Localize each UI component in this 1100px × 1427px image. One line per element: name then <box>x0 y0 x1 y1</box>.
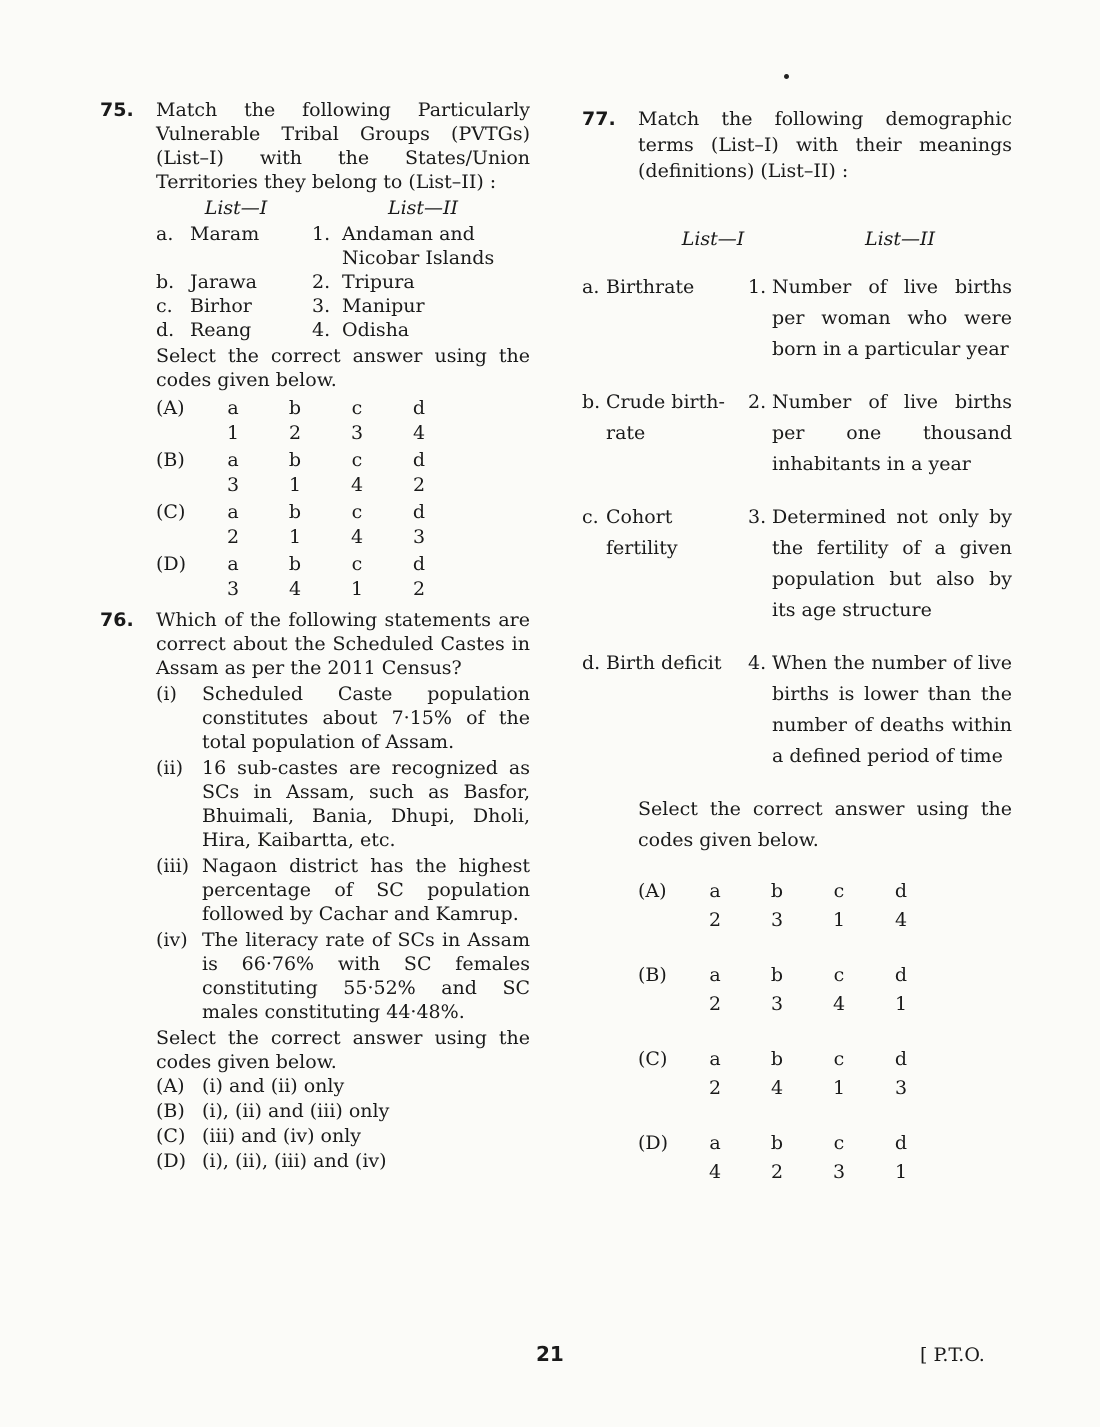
code-letter: c <box>351 501 363 523</box>
code-letter: c <box>833 1048 845 1070</box>
question-77 <box>582 106 1012 252</box>
answer-option <box>156 1074 530 1099</box>
instruction-text: Select the correct answer using the codes given below. <box>156 1027 530 1073</box>
code-letter: a <box>227 397 239 419</box>
code-label: (D) <box>156 553 187 575</box>
match-pair-row <box>156 294 530 318</box>
question-76 <box>100 608 530 1174</box>
pair-number: 4. <box>312 319 331 341</box>
code-number-row <box>156 577 530 602</box>
code-spacer <box>156 473 202 498</box>
code-label: (B) <box>156 449 185 471</box>
code-label: (B) <box>638 964 667 986</box>
code-label: (D) <box>638 1132 669 1154</box>
question-number: 76. <box>100 609 134 631</box>
code-number: 2 <box>288 422 302 444</box>
question-number: 77. <box>582 108 616 130</box>
list-headers <box>156 196 530 220</box>
statement-label: (iii) <box>156 855 190 877</box>
code-number-row <box>638 1073 1012 1102</box>
code-number: 4 <box>412 422 426 444</box>
code-number: 3 <box>770 993 784 1015</box>
code-number: 2 <box>226 526 240 548</box>
statement-text: 16 sub-castes are recognized as SCs in Assam, such as Basfor, Bhuimali, Bania, Dhupi, Dholi, Hira, Kaibartta, etc. <box>202 757 530 851</box>
code-letter: b <box>770 880 784 902</box>
code-letter: b <box>770 1132 784 1154</box>
code-letter: c <box>833 964 845 986</box>
pair-definition: Andaman and Nicobar Islands <box>342 223 495 269</box>
code-number: 4 <box>894 909 908 931</box>
code-spacer <box>156 577 202 602</box>
code-label: (A) <box>156 397 185 419</box>
code-spacer <box>638 1157 684 1186</box>
code-letter: d <box>894 964 908 986</box>
answer-codes <box>156 396 530 602</box>
code-number-row <box>638 905 1012 934</box>
code-number: 1 <box>350 578 364 600</box>
code-number: 3 <box>226 578 240 600</box>
code-number: 4 <box>350 474 364 496</box>
code-number: 4 <box>832 993 846 1015</box>
code-spacer <box>638 905 684 934</box>
code-letter: d <box>894 880 908 902</box>
code-letter: a <box>709 1132 721 1154</box>
list-2-header: List—II <box>387 197 459 219</box>
code-number: 2 <box>412 578 426 600</box>
code-number: 3 <box>832 1161 846 1183</box>
pair-number: 2. <box>748 391 767 413</box>
code-number: 3 <box>412 526 426 548</box>
match-pair-row <box>156 270 530 294</box>
code-letter: d <box>894 1132 908 1154</box>
match-pairs <box>582 272 1012 772</box>
question-75 <box>100 98 530 602</box>
code-letter: d <box>412 449 426 471</box>
code-number: 1 <box>226 422 240 444</box>
instruction-text: Select the correct answer using the codes given below. <box>638 798 1012 851</box>
answer-codes <box>638 876 1012 1186</box>
instruction-text: Select the correct answer using the codes given below. <box>156 345 530 391</box>
pair-term: Reang <box>190 319 252 341</box>
statement-label: (ii) <box>156 757 183 779</box>
code-spacer <box>156 525 202 550</box>
code-letter: d <box>894 1048 908 1070</box>
code-number-row <box>638 1157 1012 1186</box>
pair-definition: When the number of live births is lower than the number of deaths within a defined period of time <box>772 652 1012 767</box>
code-number: 2 <box>412 474 426 496</box>
left-column <box>100 98 530 1174</box>
code-letter: d <box>412 397 426 419</box>
pair-letter: b. <box>582 391 601 413</box>
code-spacer <box>156 421 202 446</box>
code-number: 4 <box>708 1161 722 1183</box>
pair-definition: Number of live births per woman who were born in a particular year <box>772 276 1012 360</box>
code-number: 2 <box>708 1077 722 1099</box>
code-letter: a <box>709 880 721 902</box>
code-number: 2 <box>770 1161 784 1183</box>
code-letter: a <box>227 553 239 575</box>
code-number-row <box>638 989 1012 1018</box>
list-1-header: List—I <box>204 197 268 219</box>
code-letter: b <box>288 553 302 575</box>
pto-label: [ P.T.O. <box>920 1344 985 1366</box>
code-letter-row <box>638 1044 1012 1073</box>
code-letter: a <box>709 964 721 986</box>
pair-definition: Manipur <box>342 295 425 317</box>
code-number: 1 <box>894 993 908 1015</box>
code-label: (C) <box>638 1048 668 1070</box>
code-letter: c <box>351 553 363 575</box>
code-letter-row <box>156 396 530 421</box>
option-text: (i), (ii), (iii) and (iv) <box>202 1150 387 1172</box>
pair-number: 2. <box>312 271 331 293</box>
code-letter-row <box>156 552 530 577</box>
pair-term: Crude birth-rate <box>606 391 725 444</box>
code-letter: a <box>709 1048 721 1070</box>
code-number: 1 <box>288 474 302 496</box>
question-stem: Match the following demographic terms (List–I) with their meanings (definitions) (List–II) : <box>638 108 1012 182</box>
option-text: (i) and (ii) only <box>202 1075 345 1097</box>
code-number: 1 <box>832 1077 846 1099</box>
statement-item <box>156 756 530 852</box>
match-pair-row <box>156 222 530 270</box>
statement-label: (iv) <box>156 929 188 951</box>
pair-term: Birhor <box>190 295 252 317</box>
code-letter: c <box>833 1132 845 1154</box>
code-label: (A) <box>638 880 667 902</box>
pair-number: 3. <box>312 295 331 317</box>
code-number: 4 <box>770 1077 784 1099</box>
statement-label: (i) <box>156 683 177 705</box>
code-number: 2 <box>708 909 722 931</box>
pair-term: Cohort fertility <box>606 506 678 559</box>
pair-letter: a. <box>582 276 600 298</box>
question-number: 75. <box>100 99 134 121</box>
code-letter: c <box>833 880 845 902</box>
option-label: (C) <box>156 1125 186 1147</box>
code-letter-row <box>638 876 1012 905</box>
code-spacer <box>638 1073 684 1102</box>
statement-text: Nagaon district has the highest percentage of SC population followed by Cachar and Kamrup. <box>202 855 530 925</box>
code-spacer <box>638 989 684 1018</box>
pair-letter: c. <box>156 295 173 317</box>
option-text: (iii) and (iv) only <box>202 1125 362 1147</box>
code-number-row <box>156 473 530 498</box>
list-1-header: List—I <box>681 228 745 250</box>
code-number: 1 <box>288 526 302 548</box>
code-letter: b <box>770 1048 784 1070</box>
page-number: 21 <box>536 1342 564 1366</box>
option-label: (B) <box>156 1100 185 1122</box>
pair-definition: Determined not only by the fertility of a given population but also by its age structure <box>772 506 1012 621</box>
match-pair-row <box>582 648 1012 772</box>
code-label: (C) <box>156 501 186 523</box>
statements-list <box>156 682 530 1024</box>
code-number: 3 <box>770 909 784 931</box>
answer-options <box>156 1074 530 1174</box>
answer-option <box>156 1099 530 1124</box>
code-number: 3 <box>350 422 364 444</box>
code-letter: d <box>412 553 426 575</box>
answer-option <box>156 1149 530 1174</box>
code-number: 1 <box>832 909 846 931</box>
pair-letter: a. <box>156 223 174 245</box>
code-letter: b <box>770 964 784 986</box>
answer-option <box>156 1124 530 1149</box>
match-pair-row <box>582 387 1012 480</box>
option-label: (A) <box>156 1075 185 1097</box>
code-letter: c <box>351 397 363 419</box>
code-letter-row <box>156 448 530 473</box>
match-pairs <box>156 222 530 342</box>
statement-item <box>156 928 530 1024</box>
pair-letter: c. <box>582 506 599 528</box>
list-2-header: List—II <box>864 228 936 250</box>
pair-letter: b. <box>156 271 175 293</box>
match-pair-row <box>156 318 530 342</box>
code-letter-row <box>638 1128 1012 1157</box>
code-letter: c <box>351 449 363 471</box>
pair-term: Birth deficit <box>606 652 722 674</box>
speck-mark <box>784 74 789 79</box>
code-number-row <box>156 525 530 550</box>
pair-number: 1. <box>312 223 331 245</box>
code-letter: d <box>412 501 426 523</box>
pair-term: Jarawa <box>190 271 257 293</box>
code-number: 4 <box>288 578 302 600</box>
match-pair-row <box>582 502 1012 626</box>
list-headers <box>638 226 1012 252</box>
code-letter: b <box>288 397 302 419</box>
statement-item <box>156 854 530 926</box>
code-letter: a <box>227 501 239 523</box>
pair-definition: Tripura <box>342 271 415 293</box>
code-number: 4 <box>350 526 364 548</box>
pair-term: Birthrate <box>606 276 695 298</box>
pair-term: Maram <box>190 223 260 245</box>
code-letter: b <box>288 501 302 523</box>
question-stem: Match the following Particularly Vulnerable Tribal Groups (PVTGs) (List–I) with the States/Union Territories they belong to (List–II) : <box>156 99 530 193</box>
code-number-row <box>156 421 530 446</box>
pair-number: 3. <box>748 506 767 528</box>
right-column <box>582 106 1012 1212</box>
pair-definition: Number of live births per one thousand inhabitants in a year <box>772 391 1012 475</box>
statement-text: Scheduled Caste population constitutes about 7·15% of the total population of Assam. <box>202 683 530 753</box>
pair-letter: d. <box>156 319 175 341</box>
question-stem: Which of the following statements are correct about the Scheduled Castes in Assam as per the 2011 Census? <box>156 609 530 679</box>
code-letter-row <box>638 960 1012 989</box>
code-letter: b <box>288 449 302 471</box>
code-letter-row <box>156 500 530 525</box>
statement-text: The literacy rate of SCs in Assam is 66·76% with SC females constituting 55·52% and SC males constituting 44·48%. <box>202 929 530 1023</box>
code-number: 1 <box>894 1161 908 1183</box>
match-pair-row <box>582 272 1012 365</box>
pair-number: 1. <box>748 276 767 298</box>
code-letter: a <box>227 449 239 471</box>
pair-number: 4. <box>748 652 767 674</box>
option-text: (i), (ii) and (iii) only <box>202 1100 390 1122</box>
pair-letter: d. <box>582 652 601 674</box>
code-number: 2 <box>708 993 722 1015</box>
pair-definition: Odisha <box>342 319 410 341</box>
code-number: 3 <box>894 1077 908 1099</box>
code-number: 3 <box>226 474 240 496</box>
statement-item <box>156 682 530 754</box>
option-label: (D) <box>156 1150 187 1172</box>
